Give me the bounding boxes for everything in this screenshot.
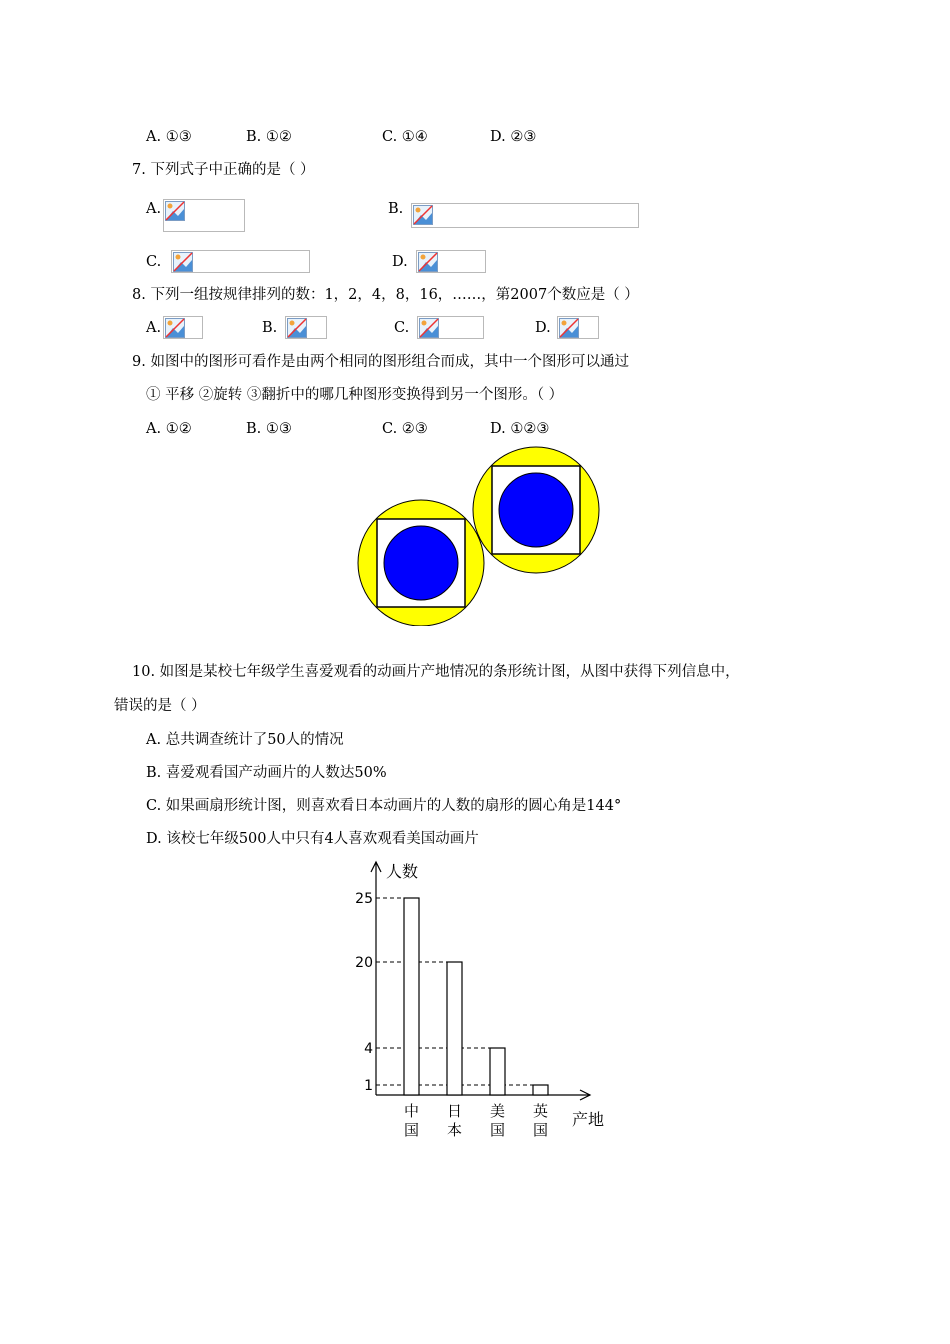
q7-d-image-placeholder [416,250,486,273]
q10-option-c: C. 如果画扇形统计图，则喜欢看日本动画片的人数的扇形的圆心角是144° [146,798,622,814]
bar [533,1085,548,1095]
q10-stem-line2: 错误的是（ ） [114,698,206,714]
chart-y-axis-label: 人数 [386,862,419,881]
q9-figure [350,446,610,626]
bar [404,898,419,1095]
q9-option-a: A. ①② [146,421,192,437]
broken-image-icon [165,201,185,221]
q8-a-image-placeholder [163,316,203,339]
broken-image-icon [559,318,579,338]
q6-option-b: B. ①② [246,129,292,145]
q8-option-a: A. [146,320,162,336]
chart-x-axis-label: 产地 [572,1110,605,1129]
chart-bars [404,898,548,1095]
q8-option-d: D. [535,320,551,336]
q8-b-image-placeholder [285,316,327,339]
q9-stem-line2: ① 平移 ②旋转 ③翻折中的哪几种图形变换得到另一个图形。（ ） [146,387,564,403]
category-label-char: 英 [532,1102,549,1120]
q6-option-d: D. ②③ [490,129,537,145]
q8-option-c: C. [394,320,410,336]
figure-left [358,500,484,626]
q6-option-a: A. ①③ [146,129,192,145]
q8-d-image-placeholder [557,316,599,339]
q8-option-b: B. [262,320,278,336]
chart-category-labels [404,1102,548,1139]
q7-option-c: C. [146,254,162,270]
category-label-char: 中 [403,1102,420,1120]
q9-option-c: C. ②③ [382,421,428,437]
q10-option-d: D. 该校七年级500人中只有4人喜欢观看美国动画片 [146,831,479,847]
broken-image-icon [418,252,438,272]
y-tick-label: 25 [355,891,373,907]
q7-option-a: A. [146,201,162,217]
q7-option-d: D. [392,254,408,270]
broken-image-icon [173,252,193,272]
q7-c-image-placeholder [171,250,310,273]
category-label-char: 国 [532,1121,549,1139]
q7-b-image-placeholder [411,203,639,228]
inner-blue-circle [384,526,458,600]
figure-right [473,447,599,573]
q8-stem: 8. 下列一组按规律排列的数：1，2，4，8，16，……，第2007个数应是（ ） [132,287,639,303]
broken-image-icon [287,318,307,338]
broken-image-icon [165,318,185,338]
y-tick-label: 20 [355,955,373,971]
category-label-char: 国 [489,1121,506,1139]
broken-image-icon [419,318,439,338]
q9-stem: 9. 如图中的图形可看作是由两个相同的图形组合而成，其中一个图形可以通过 [132,354,629,370]
bar [447,962,462,1095]
q8-c-image-placeholder [417,316,484,339]
broken-image-icon [413,205,433,225]
q10-option-b: B. 喜爱观看国产动画片的人数达50% [146,765,387,781]
q7-option-b: B. [388,201,404,217]
inner-blue-circle [499,473,573,547]
category-label-char: 国 [403,1121,420,1139]
q9-option-b: B. ①③ [246,421,292,437]
q7-stem: 7. 下列式子中正确的是（ ） [132,162,315,178]
category-label-char: 美 [489,1102,506,1120]
q6-option-c: C. ①④ [382,129,428,145]
chart-y-tick-labels [355,891,373,1094]
bar [490,1048,505,1095]
category-label-char: 本 [446,1121,463,1139]
y-tick-label: 1 [364,1078,373,1094]
q9-option-d: D. ①②③ [490,421,550,437]
q10-option-a: A. 总共调查统计了50人的情况 [146,732,344,748]
q10-bar-chart [340,850,620,1150]
category-label-char: 日 [446,1102,463,1120]
q7-a-image-placeholder [163,199,245,232]
y-tick-label: 4 [364,1041,373,1057]
q10-stem: 10. 如图是某校七年级学生喜爱观看的动画片产地情况的条形统计图，从图中获得下列信息中， [132,664,740,680]
